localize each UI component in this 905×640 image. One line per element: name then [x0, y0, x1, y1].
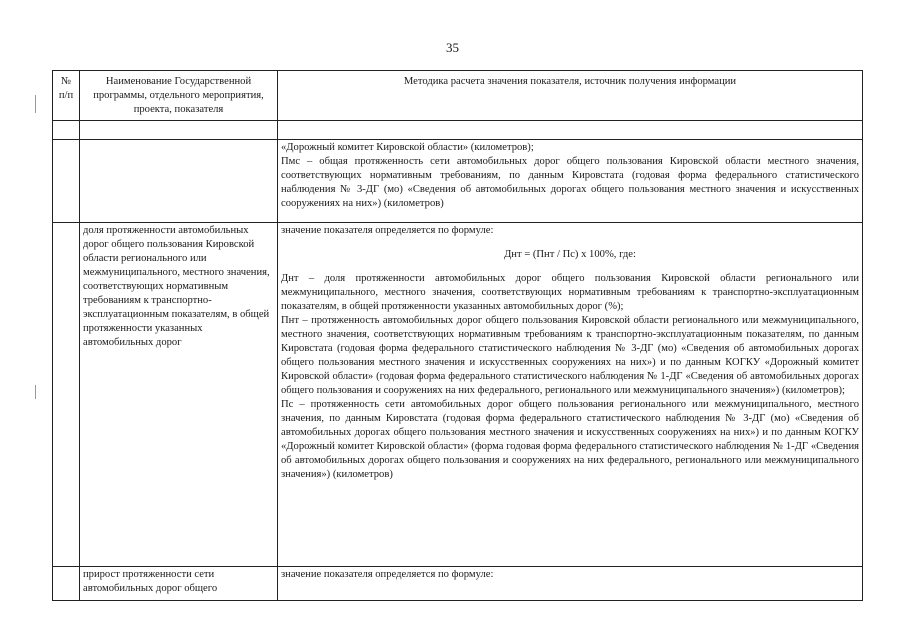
- header-method: Методика расчета значения показателя, источник получения информации: [278, 71, 863, 121]
- margin-mark: [35, 95, 36, 113]
- method-intro: значение показателя определяется по формуле:: [281, 225, 494, 236]
- indicator-name: [80, 140, 278, 223]
- indicator-method: [278, 223, 863, 567]
- table-row: [53, 223, 863, 567]
- indicator-table: [52, 70, 863, 601]
- indicator-method: [278, 140, 863, 223]
- table-header-row: [53, 71, 863, 121]
- margin-mark: [35, 385, 36, 399]
- row-number: [53, 140, 80, 223]
- method-paragraph: Пнт – протяженность автомобильных дорог общего пользования Кировской области регионального или межмуниципального, местного значения, соответствующих нормативным требованиям к транспортно-эксплуатационным показателям, по данным Кировстата (годовая форма федерального статистического наблюдения № 3-ДГ (мо) «Сведения об автомобильных дорогах общего пользования местного значения и искусственных сооружениях на них») и по данным КОГКУ «Дорожный комитет Кировской области» (годовая форма федерального статистического наблюдения № 1-ДГ «Сведения об автомобильных дорогах общего пользования и сооружениях на них федерального, регионального или межмуниципального значения») (километров);: [281, 315, 859, 396]
- method-paragraph: Пс – протяженность сети автомобильных дорог общего пользования регионального или межмуниципального, местного значения, по данным Кировстата (годовая форма федерального статистического наблюдения № 3-ДГ (мо) «Сведения об автомобильных дорогах общего пользования местного значения и искусственных сооружениях на них») и по данным КОГКУ «Дорожный комитет Кировской области» (форма годовая форма федерального статистического наблюдения № 1-ДГ «Сведения об автомобильных дорогах общего пользования и сооружениях на них федерального, регионального или межмуниципального значения») (километров): [281, 399, 859, 480]
- method-paragraph: Пмс – общая протяженность сети автомобильных дорог общего пользования Кировской области местного значения, соответствующих нормативным требованиям, по данным Кировстата (годовая форма федерального статистического наблюдения № 3-ДГ (мо) «Сведения об автомобильных дорогах общего пользования местного значения и искусственных сооружениях на них») (километров): [281, 156, 859, 209]
- page-number: 35: [446, 40, 459, 55]
- indicator-method: [278, 567, 863, 601]
- table-spacer-row: [53, 121, 863, 140]
- indicator-name: прирост протяженности сети автомобильных дорог общего: [80, 567, 278, 601]
- method-intro: значение показателя определяется по формуле:: [281, 569, 494, 580]
- table-row: [53, 567, 863, 601]
- indicator-name: доля протяженности автомобильных дорог общего пользования Кировской области регионального или межмуниципального, местного значения, соответствующих нормативным требованиям к транспортно-эксплуатационным показателям, в общей протяженности указанных автомобильных дорог: [80, 223, 278, 567]
- method-line: «Дорожный комитет Кировской области» (километров);: [281, 142, 534, 153]
- header-num: № п/п: [53, 71, 80, 121]
- header-name: Наименование Государственной программы, отдельного мероприятия, проекта, показателя: [80, 71, 278, 121]
- formula: Днт = (Пнт / Пс) х 100%, где:: [504, 249, 636, 260]
- row-number: [53, 567, 80, 601]
- table-row: [53, 140, 863, 223]
- row-number: [53, 223, 80, 567]
- method-paragraph: Днт – доля протяженности автомобильных дорог общего пользования Кировской области регионального или межмуниципального, местного значения, соответствующих нормативным требованиям к транспортно-эксплуатационным показателям, в общей протяженности указанных автомобильных дорог (%);: [281, 273, 859, 312]
